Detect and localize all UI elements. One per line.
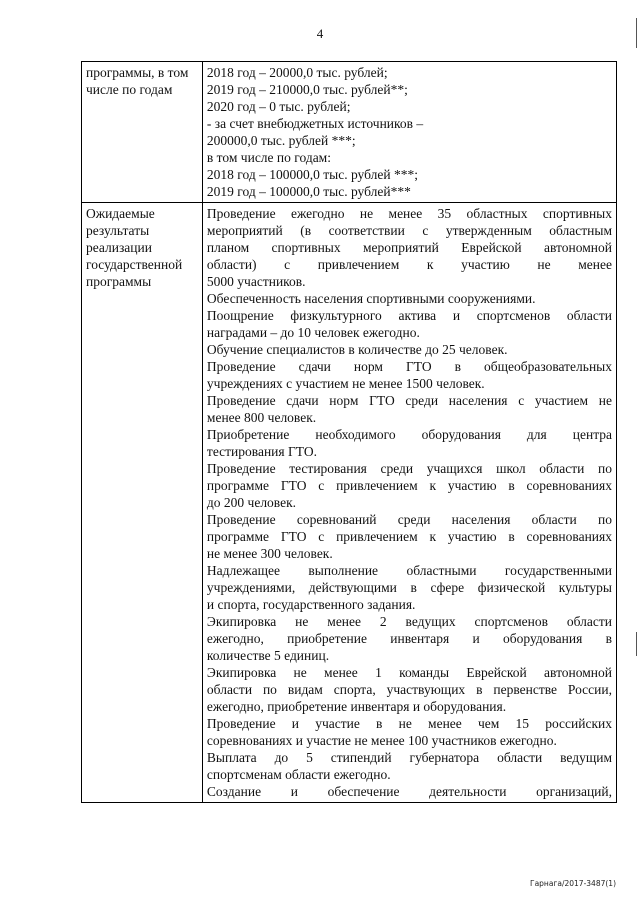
result-line: программе ГТО с привлечением к участию в соревнованиях (206, 529, 612, 544)
result-line: учреждениях с участием не менее 1500 человек. (206, 376, 485, 391)
result-line: мероприятий (в соответствии с утвержденным областным (206, 223, 612, 238)
result-paragraph (207, 341, 612, 358)
result-paragraph (207, 307, 612, 341)
funding-line: в том числе по годам: (206, 150, 331, 165)
program-table (81, 61, 617, 803)
result-line: до 200 человек. (206, 495, 297, 510)
funding-line: - за счет внебюджетных источников – (206, 116, 424, 131)
result-paragraph (207, 290, 612, 307)
result-paragraph (207, 715, 612, 749)
result-line: Создание и обеспечение деятельности организаций, (206, 784, 612, 799)
result-paragraph (207, 664, 612, 715)
funding-line: 200000,0 тыс. рублей ***; (206, 133, 356, 148)
result-paragraph (207, 426, 612, 460)
result-line: области по видам спорта, участвующих в первенстве России, (206, 682, 612, 697)
result-line: количестве 5 единиц. (206, 648, 330, 663)
result-line: наградами – до 10 человек ежегодно. (206, 325, 420, 340)
result-line: программе ГТО с привлечением к участию в соревнованиях (206, 478, 612, 493)
expected-results-cell (202, 203, 616, 803)
table-row-results (82, 203, 617, 803)
result-paragraph (207, 749, 612, 783)
result-line: Проведение и участие в не менее чем 15 российских (206, 716, 612, 731)
table-row-funding (82, 62, 617, 203)
result-line: тестирования ГТО. (206, 444, 317, 459)
scan-edge-mark (636, 632, 637, 656)
result-line: Экипировка не менее 1 команды Еврейской автономной (206, 665, 612, 680)
result-line: спортсменам области ежегодно. (206, 767, 391, 782)
page-number: 4 (316, 26, 324, 41)
result-paragraph (207, 613, 612, 664)
result-paragraph (207, 392, 612, 426)
result-line: ежегодно, приобретение инвентаря и оборудования. (206, 699, 507, 714)
result-line: Выплата до 5 стипендий губернатора области ведущим (206, 750, 612, 765)
result-line: Обеспеченность населения спортивными сооружениями. (206, 291, 536, 306)
result-line: Проведение соревнований среди населения области по (206, 512, 612, 527)
result-line: соревнованиях и участие не менее 100 участников ежегодно. (206, 733, 557, 748)
result-line: планом спортивных мероприятий Еврейской автономной (206, 240, 612, 255)
result-paragraph (207, 460, 612, 511)
row-label-funding: программы, в том числе по годам (82, 62, 203, 203)
funding-line: 2019 год – 210000,0 тыс. рублей**; (206, 82, 408, 97)
result-line: Обучение специалистов в количестве до 25 человек. (206, 342, 508, 357)
result-paragraph (207, 562, 612, 613)
result-paragraph (207, 358, 612, 392)
funding-cell (202, 62, 616, 203)
result-line: менее 800 человек. (206, 410, 317, 425)
result-paragraph (207, 511, 612, 562)
document-code: Гарнага/2017-3487(1) (530, 879, 616, 888)
result-line: Проведение сдачи норм ГТО среди населения с участием не (206, 393, 612, 408)
result-line: Проведение ежегодно не менее 35 областных спортивных (206, 206, 612, 221)
result-line: Проведение тестирования среди учащихся школ области по (206, 461, 612, 476)
result-paragraph (207, 205, 612, 290)
result-line: Надлежащее выполнение областными государственными (206, 563, 612, 578)
funding-line: 2019 год – 100000,0 тыс. рублей*** (206, 184, 411, 199)
result-line: Экипировка не менее 2 ведущих спортсменов области (206, 614, 612, 629)
funding-line: 2018 год – 100000,0 тыс. рублей ***; (206, 167, 418, 182)
funding-line: 2020 год – 0 тыс. рублей; (206, 99, 351, 114)
row-label-results: Ожидаемые результаты реализации государственной программы (82, 203, 203, 803)
result-paragraph (207, 783, 612, 800)
result-line: Поощрение физкультурного актива и спортсменов области (206, 308, 612, 323)
result-line: учреждениями, действующими в сфере физической культуры (206, 580, 612, 595)
result-line: 5000 участников. (206, 274, 306, 289)
result-line: области) с привлечением к участию не менее (206, 257, 612, 272)
scan-edge-mark (636, 18, 637, 48)
result-line: Приобретение необходимого оборудования для центра (206, 427, 612, 442)
result-line: ежегодно, приобретение инвентаря и оборудования в (206, 631, 612, 646)
result-line: и спорта, государственного задания. (206, 597, 416, 612)
funding-line: 2018 год – 20000,0 тыс. рублей; (206, 65, 388, 80)
result-line: не менее 300 человек. (206, 546, 333, 561)
result-line: Проведение сдачи норм ГТО в общеобразовательных (206, 359, 612, 374)
